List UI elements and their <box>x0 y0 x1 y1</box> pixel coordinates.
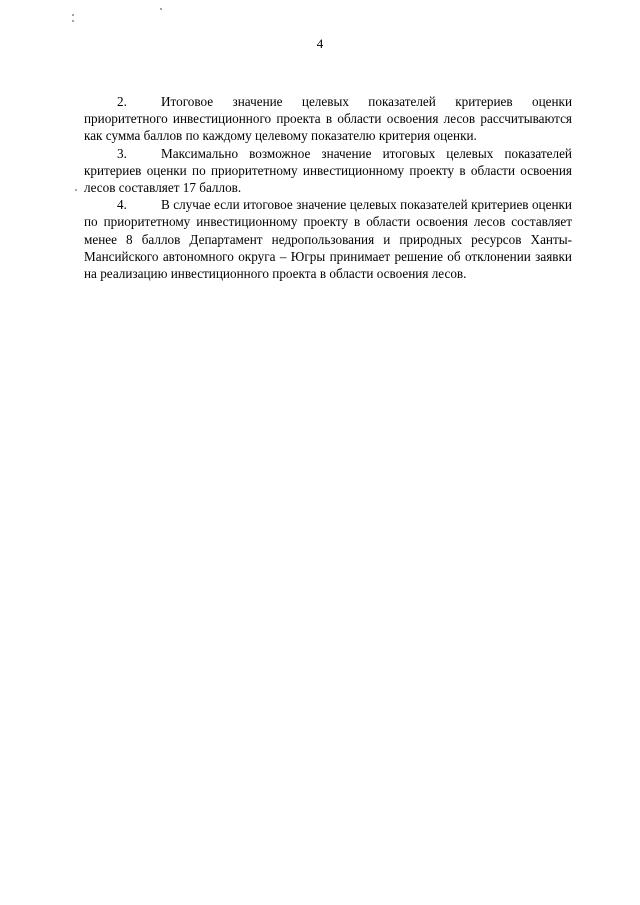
scan-artifact <box>75 189 77 191</box>
document-body <box>84 93 572 282</box>
scan-artifact <box>72 14 74 16</box>
paragraph-4 <box>84 196 572 282</box>
paragraph-text: В случае если итоговое значение целевых показателей критериев оценки по приоритетному инвестиционному проекту в области освоения лесов составляет менее 8 баллов Департамент недропользования и природных ресурсов Ханты-Мансийского автономного округа – Югры принимает решение об отклонении заявки на реализацию инвестиционного проекта в области освоения лесов. <box>84 197 572 282</box>
paragraph-number: 4. <box>117 197 127 213</box>
paragraph-number: 2. <box>117 94 127 109</box>
paragraph-3 <box>84 145 572 197</box>
page-number: 4 <box>316 36 324 51</box>
paragraph-number: 3. <box>117 145 127 161</box>
scan-artifact <box>160 8 162 10</box>
scan-artifact <box>72 20 74 22</box>
paragraph-text: Максимально возможное значение итоговых целевых показателей критериев оценки по приоритетному инвестиционному проекту в области освоения лесов составляет 17 баллов. <box>84 145 572 196</box>
paragraph-text: Итоговое значение целевых показателей критериев оценки приоритетного инвестиционного проекта в области освоения лесов рассчитываются как сумма баллов по каждому целевому показателю критерия оценки. <box>84 94 572 144</box>
paragraph-2 <box>84 93 572 145</box>
